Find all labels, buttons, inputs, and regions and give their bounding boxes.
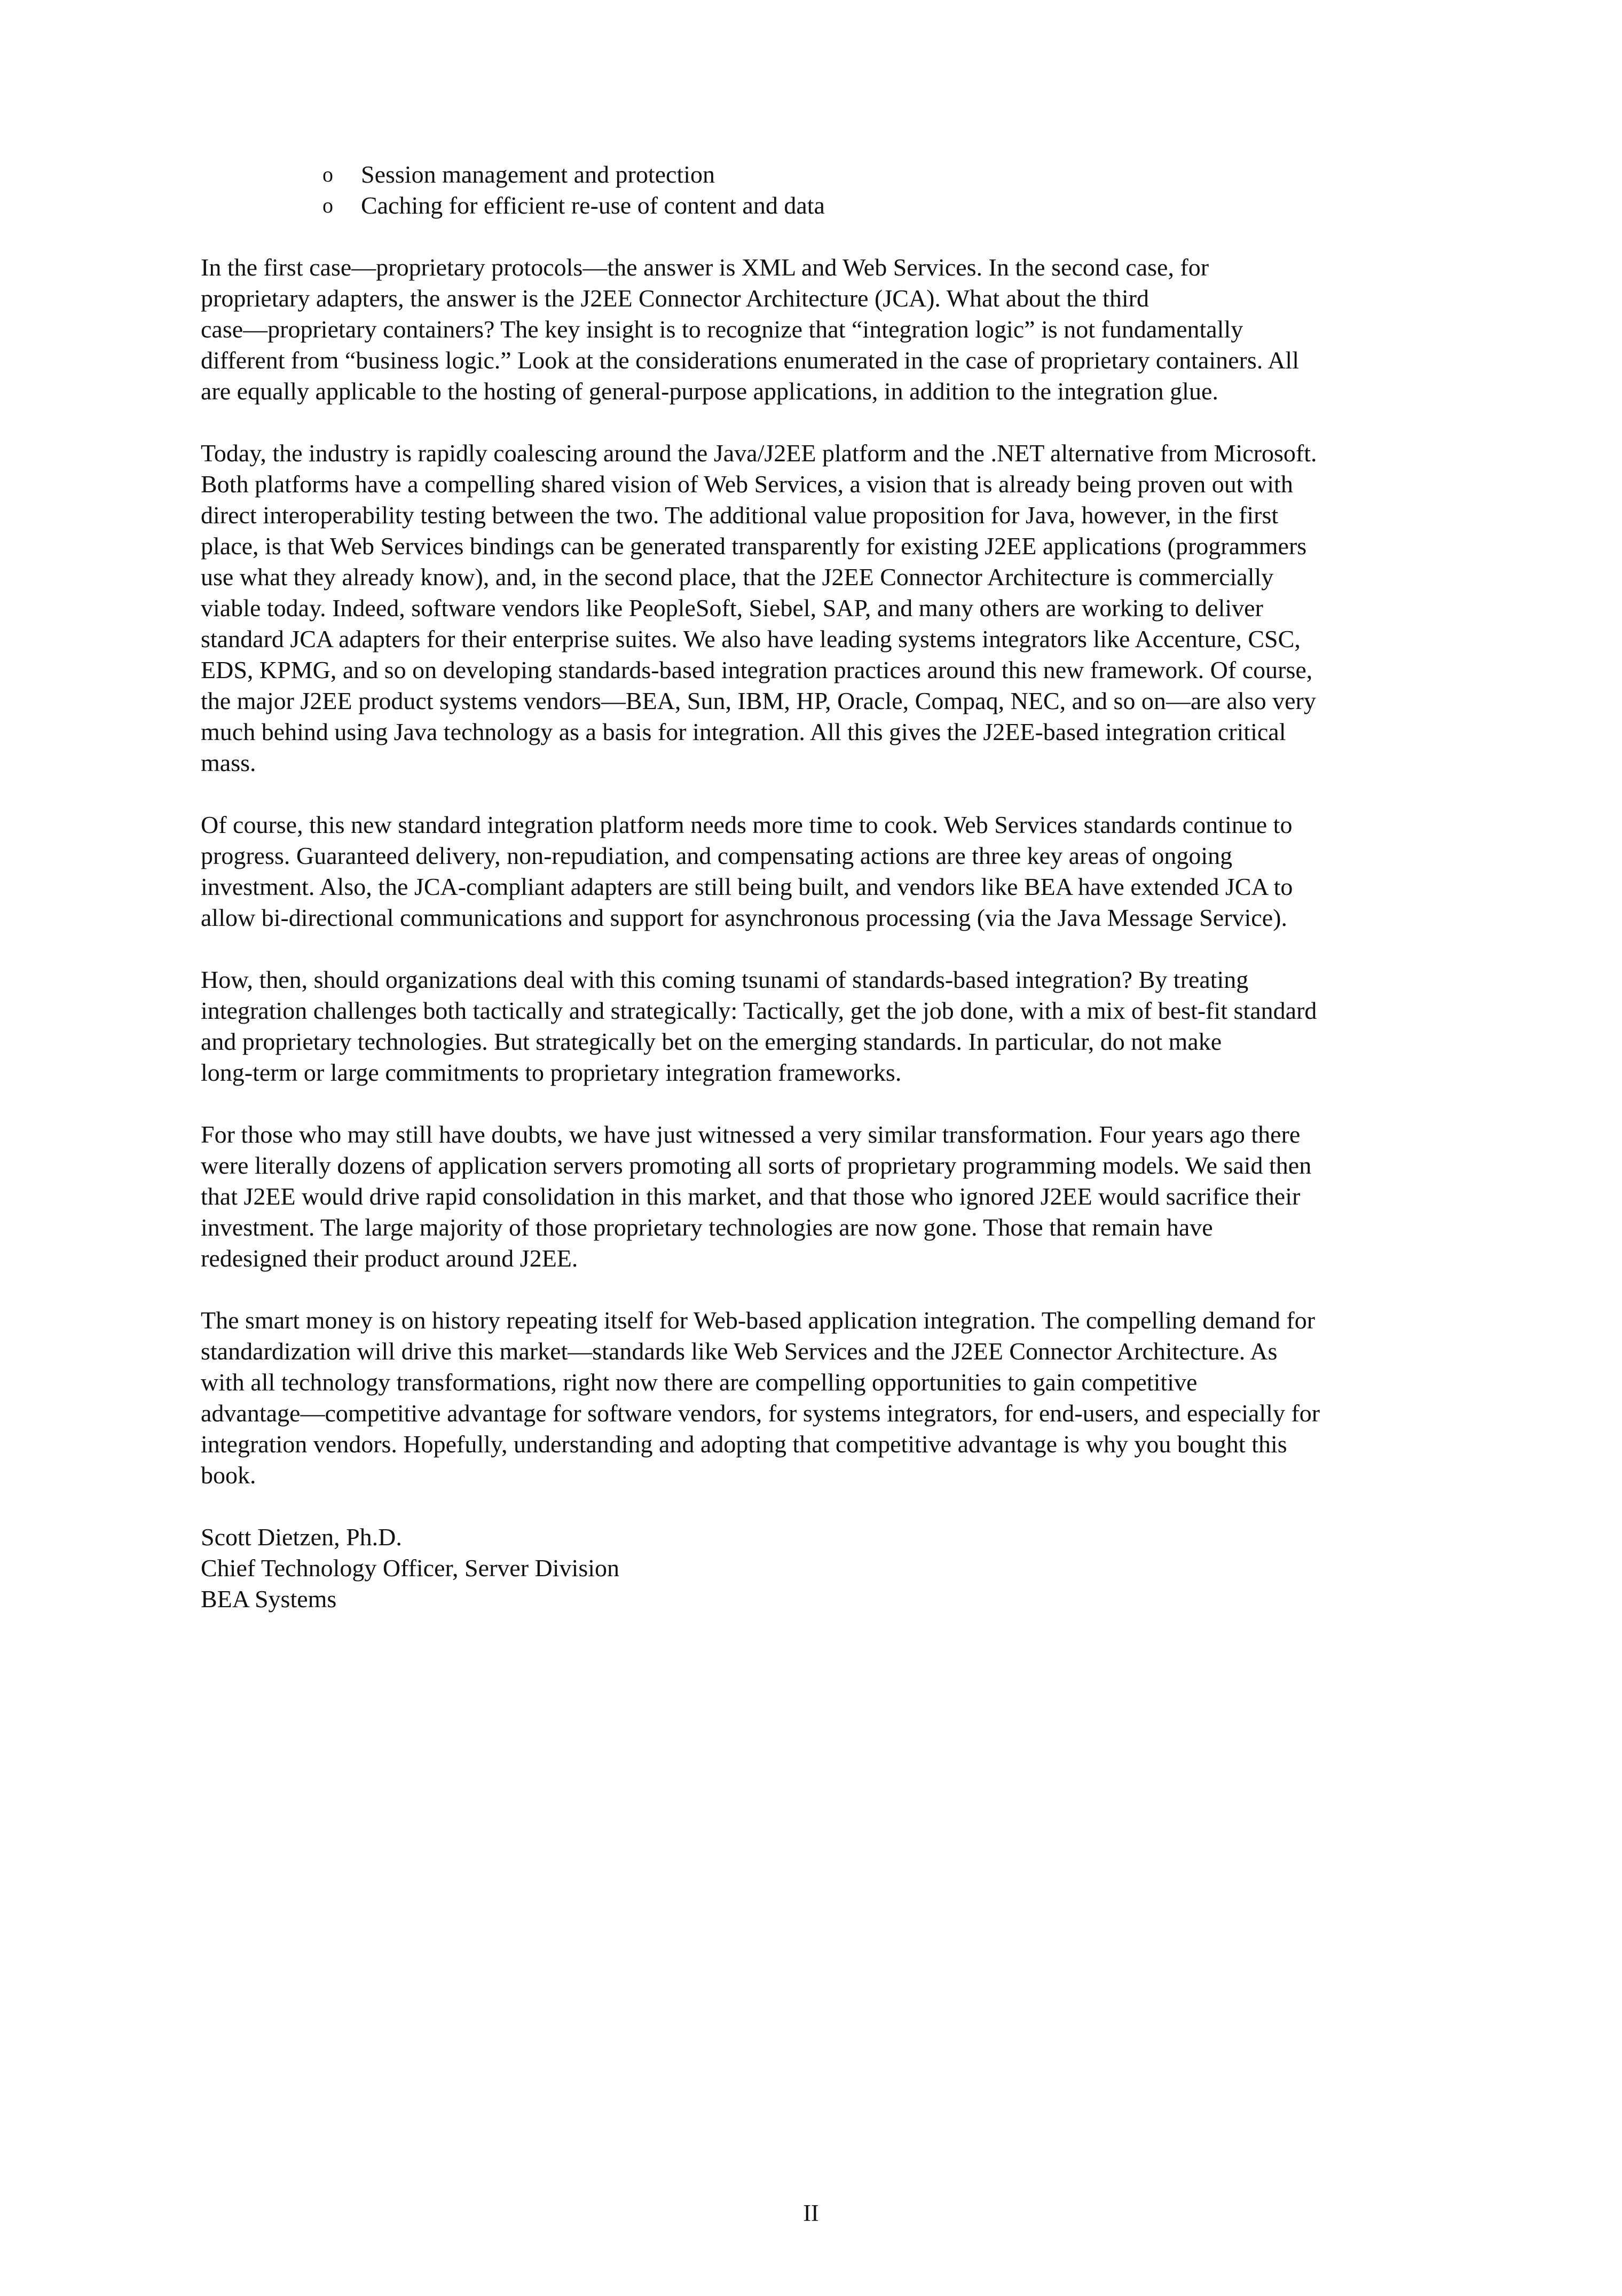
paragraph-smart-money: The smart money is on history repeating itself for Web-based application integration. The compelling demand for standardization will drive this market—standards like Web Services and the J2EE Connector Architecture. As with all technology transformations, right now there are compelling opportunities to gain competitive advantage—competitive advantage for software vendors, for systems integrators, for end-users, and especially for integration vendors. Hopefully, understanding and adopting that competitive advantage is why you bought this book. xyxy=(201,1307,1320,1489)
page-body xyxy=(201,159,1445,1615)
list-item xyxy=(322,159,1445,190)
paragraph-standards-progress: Of course, this new standard integration platform needs more time to cook. Web Services standards continue to progress. Guaranteed delivery, non-repudiation, and compensating actions are three key areas of ongoing investment. Also, the JCA-compliant adapters are still being built, and vendors like BEA have extended JCA to allow bi-directional communications and support for asynchronous processing (via the Java Message Service). xyxy=(201,811,1293,931)
paragraph-history-transformation: For those who may still have doubts, we have just witnessed a very similar transformation. Four years ago there were literally dozens of application servers promoting all sorts of proprietary programming models. We said then that J2EE would drive rapid consolidation in this market, and that those who ignored J2EE would sacrifice their investment. The large majority of those proprietary technologies are now gone. Those that remain have redesigned their product around J2EE. xyxy=(201,1121,1312,1272)
list-item xyxy=(322,190,1445,221)
list-item-text: Session management and protection xyxy=(361,161,715,188)
bullet-marker: o xyxy=(322,162,333,186)
list-item-text: Caching for efficient re-use of content and data xyxy=(361,192,825,219)
bullet-marker: o xyxy=(322,193,333,217)
paragraph-java-j2ee-platform: Today, the industry is rapidly coalescing around the Java/J2EE platform and the .NET alternative from Microsoft. Both platforms have a compelling shared vision of Web Services, a vision that is already being proven out with direct interoperability testing between the two. The additional value proposition for Java, however, in the first place, is that Web Services bindings can be generated transparently for existing J2EE applications (programmers use what they already know), and, in the second place, that the J2EE Connector Architecture is commercially viable today. Indeed, software vendors like PeopleSoft, Siebel, SAP, and many others are working to deliver standard JCA adapters for their enterprise suites. We also have leading systems integrators like Accenture, CSC, EDS, KPMG, and so on developing standards-based integration practices around this new framework. Of course, the major J2EE product systems vendors—BEA, Sun, IBM, HP, Oracle, Compaq, NEC, and so on—are also very much behind using Java technology as a basis for integration. All this gives the J2EE-based integration critical mass. xyxy=(201,439,1317,776)
signature-name: Scott Dietzen, Ph.D. xyxy=(201,1523,402,1551)
signature-company: BEA Systems xyxy=(201,1585,337,1613)
signature-title: Chief Technology Officer, Server Division xyxy=(201,1554,619,1582)
bullet-list xyxy=(201,159,1445,221)
page-number: II xyxy=(803,2200,819,2226)
paragraph-integration-answers: In the first case—proprietary protocols—the answer is XML and Web Services. In the second case, for proprietary adapters, the answer is the J2EE Connector Architecture (JCA). What about the third case—proprietary containers? The key insight is to recognize that “integration logic” is not fundamentally different from “business logic.” Look at the considerations enumerated in the case of proprietary containers. All are equally applicable to the hosting of general-purpose applications, in addition to the integration glue. xyxy=(201,254,1299,405)
paragraph-tactics-strategy: How, then, should organizations deal with this coming tsunami of standards-based integration? By treating integration challenges both tactically and strategically: Tactically, get the job done, with a mix of best-fit standard and proprietary technologies. But strategically bet on the emerging standards. In particular, do not make long-term or large commitments to proprietary integration frameworks. xyxy=(201,966,1317,1086)
signature-block xyxy=(201,1522,1445,1615)
